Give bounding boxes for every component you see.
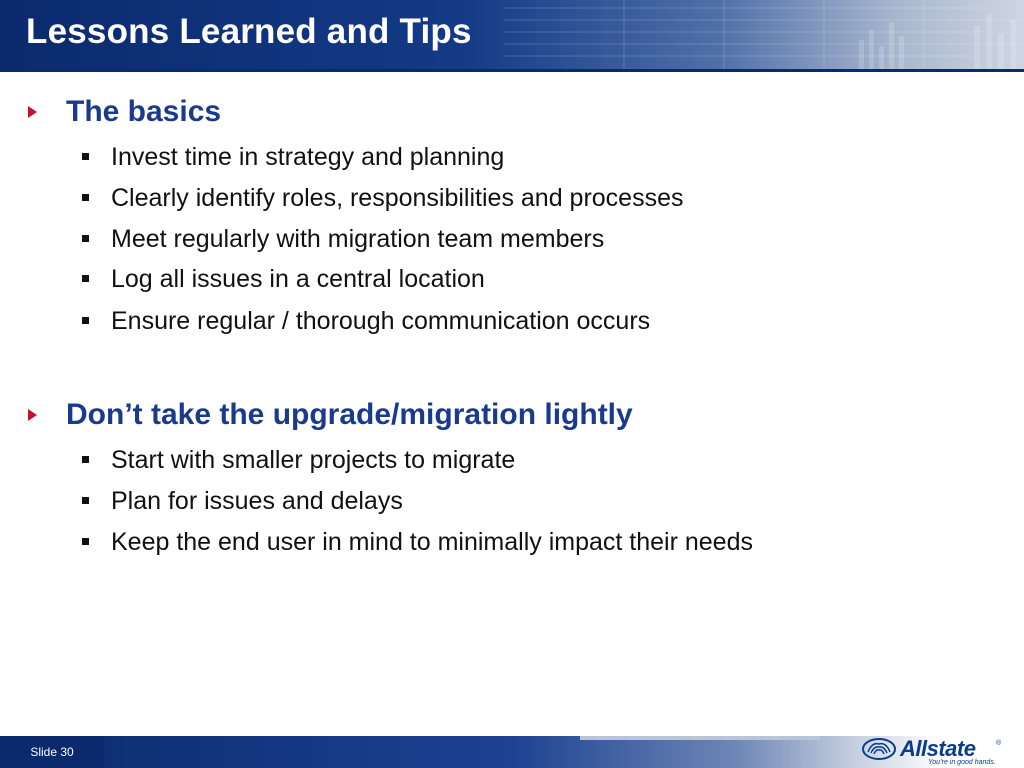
title-underline — [0, 69, 1024, 72]
allstate-logo — [860, 736, 1010, 768]
slide-number-box — [0, 736, 104, 768]
logo-wordmark: Allstate — [900, 736, 976, 761]
list-item-text: Clearly identify roles, responsibilities and processes — [111, 184, 684, 212]
list-item-text: Log all issues in a central location — [111, 265, 485, 293]
logo-tagline: You’re in good hands. — [928, 759, 996, 766]
section-marker-icon — [28, 106, 37, 118]
square-bullet-icon — [82, 497, 89, 504]
section-marker-icon — [28, 409, 37, 421]
square-bullet-icon — [82, 317, 89, 324]
title-bar — [0, 0, 1024, 70]
square-bullet-icon — [82, 153, 89, 160]
section-heading: The basics — [66, 95, 222, 128]
section-heading: Don’t take the upgrade/migration lightly — [66, 398, 633, 431]
list-item-text: Start with smaller projects to migrate — [111, 446, 516, 474]
list-item-text: Meet regularly with migration team members — [111, 225, 605, 253]
spreadsheet-background-graphic — [464, 0, 1024, 70]
footer-accent-band — [580, 736, 820, 740]
list-item-text: Invest time in strategy and planning — [111, 143, 505, 171]
list-item-text: Plan for issues and delays — [111, 487, 403, 515]
list-item-text: Keep the end user in mind to minimally impact their needs — [111, 528, 753, 556]
square-bullet-icon — [82, 194, 89, 201]
hands-logo-icon — [862, 738, 896, 760]
square-bullet-icon — [82, 275, 89, 282]
square-bullet-icon — [82, 538, 89, 545]
list-item-text: Ensure regular / thorough communication occurs — [111, 307, 651, 335]
square-bullet-icon — [82, 235, 89, 242]
slide-title: Lessons Learned and Tips — [26, 12, 472, 51]
registered-mark: ® — [996, 740, 1002, 747]
slide-number: Slide 30 — [30, 745, 74, 759]
square-bullet-icon — [82, 456, 89, 463]
